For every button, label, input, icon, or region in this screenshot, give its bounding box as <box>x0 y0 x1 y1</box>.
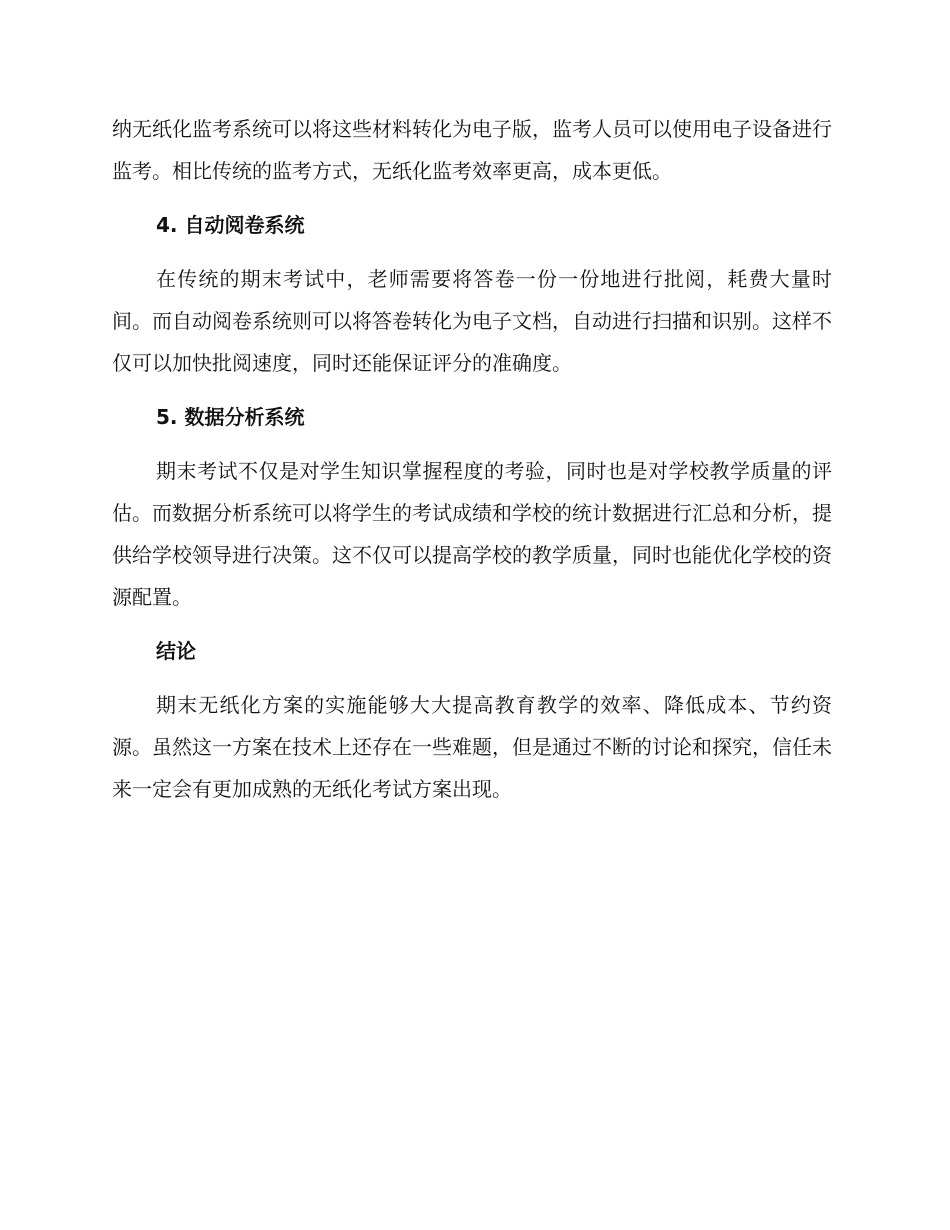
section-heading-data-analysis: 5. 数据分析系统 <box>156 405 305 429</box>
section-paragraph-conclusion: 期末无纸化方案的实施能够大大提高教育教学的效率、降低成本、节约资源。虽然这一方案在技术上还存在一些难题，但是通过不断的讨论和探究，信任未来一定会有更加成熟的无纸化考试方案出现。 <box>112 693 832 801</box>
document-body <box>112 108 832 822</box>
section-heading-conclusion: 结论 <box>156 639 196 663</box>
section-paragraph-data-analysis: 期末考试不仅是对学生知识掌握程度的考验，同时也是对学校教学质量的评估。而数据分析系统可以将学生的考试成绩和学校的统计数据进行汇总和分析，提供给学校领导进行决策。这不仅可以提高学校的教学质量，同时也能优化学校的资源配置。 <box>112 459 832 609</box>
section-paragraph-auto-grading: 在传统的期末考试中，老师需要将答卷一份一份地进行批阅，耗费大量时间。而自动阅卷系统则可以将答卷转化为电子文档，自动进行扫描和识别。这样不仅可以加快批阅速度，同时还能保证评分的准确度。 <box>112 267 832 375</box>
intro-paragraph: 纳无纸化监考系统可以将这些材料转化为电子版，监考人员可以使用电子设备进行监考。相比传统的监考方式，无纸化监考效率更高，成本更低。 <box>112 117 832 183</box>
section-heading-auto-grading: 4. 自动阅卷系统 <box>156 213 305 237</box>
